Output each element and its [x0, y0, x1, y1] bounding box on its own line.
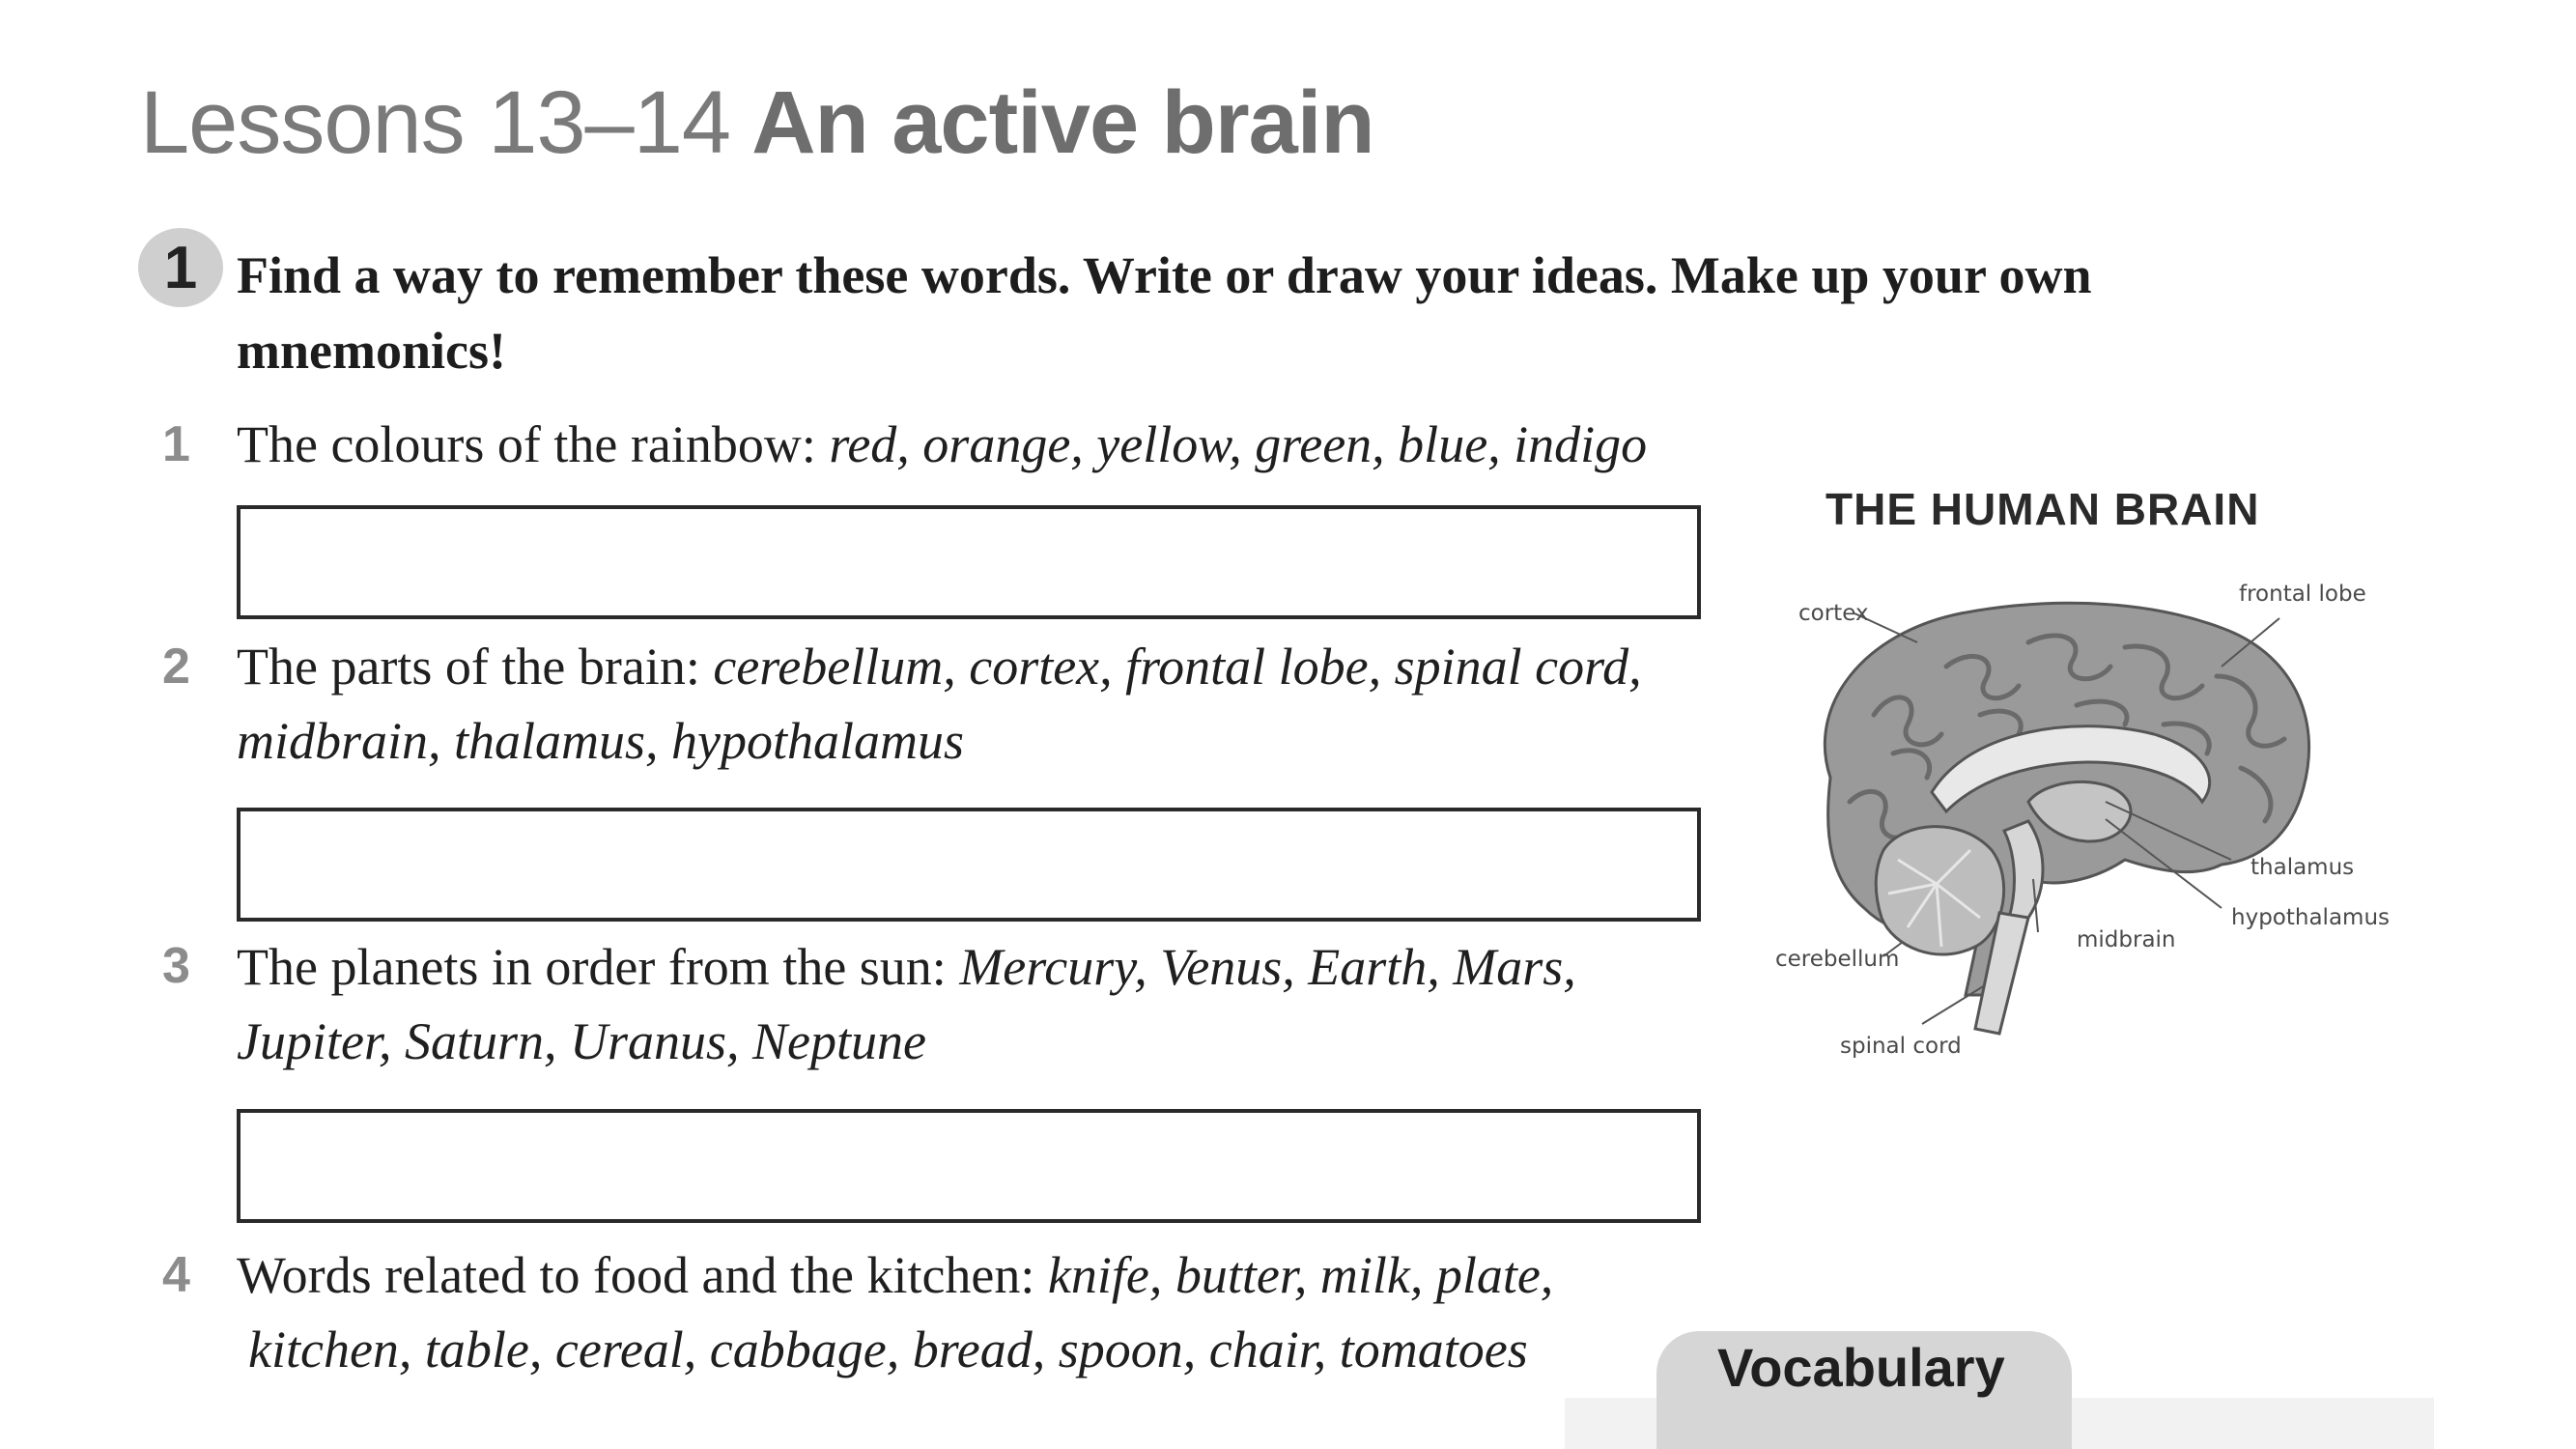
brain-illustration	[1739, 560, 2434, 1063]
item-number-4: 4	[162, 1247, 190, 1303]
answer-box-3[interactable]	[237, 1109, 1701, 1223]
item-1-prompt: The colours of the rainbow:	[237, 415, 816, 473]
item-4-words-continued: kitchen, table, cereal, cabbage, bread, spoon, chair, tomatoes	[248, 1321, 1528, 1378]
item-number-3: 3	[162, 938, 190, 994]
brain-diagram-title: THE HUMAN BRAIN	[1826, 484, 2260, 534]
item-3-words: Mercury, Venus, Earth, Mars,	[959, 938, 1576, 996]
item-3-words-continued: Jupiter, Saturn, Uranus, Neptune	[237, 1012, 926, 1070]
item-4-words: knife, butter, milk, plate,	[1047, 1246, 1554, 1304]
item-3-text	[237, 930, 1705, 1079]
item-number-2: 2	[162, 639, 190, 695]
label-frontal-lobe: frontal lobe	[2239, 582, 2366, 607]
item-2-words-continued: midbrain, thalamus, hypothalamus	[237, 712, 965, 770]
lesson-number: Lessons 13–14	[140, 73, 731, 172]
label-spinal-cord: spinal cord	[1840, 1034, 1962, 1059]
label-hypothalamus: hypothalamus	[2231, 905, 2390, 930]
item-number-1: 1	[162, 416, 190, 472]
item-4-prompt: Words related to food and the kitchen:	[237, 1246, 1035, 1304]
item-1-words: red, orange, yellow, green, blue, indigo	[829, 415, 1648, 473]
label-cortex: cortex	[1798, 601, 1869, 626]
item-2-words: cerebellum, cortex, frontal lobe, spinal cord,	[713, 638, 1642, 696]
item-4-text	[237, 1238, 1705, 1387]
exercise-instruction: Find a way to remember these words. Write or draw your ideas. Make up your own mnemonics!	[237, 246, 2092, 380]
item-2-prompt: The parts of the brain:	[237, 638, 700, 696]
answer-box-1[interactable]	[237, 505, 1701, 619]
item-1-text	[237, 408, 1705, 482]
item-3-prompt: The planets in order from the sun:	[237, 938, 947, 996]
label-cerebellum: cerebellum	[1775, 947, 1900, 972]
exercise-number-badge: 1	[138, 228, 223, 307]
lesson-title	[140, 72, 1374, 174]
label-thalamus: thalamus	[2250, 855, 2355, 880]
lesson-name: An active brain	[751, 73, 1374, 172]
item-2-text	[237, 630, 1705, 779]
vocabulary-tab-label: Vocabulary	[1717, 1337, 2005, 1398]
label-midbrain: midbrain	[2077, 927, 2176, 952]
answer-box-2[interactable]	[237, 808, 1701, 922]
